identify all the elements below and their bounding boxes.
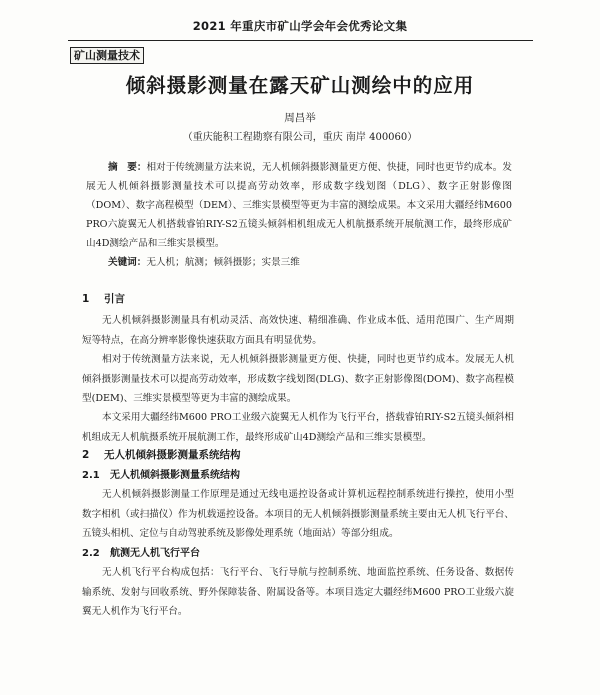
section-number: 1 bbox=[82, 293, 90, 305]
affiliation: （重庆能积工程勘察有限公司，重庆 南岸 400060） bbox=[182, 132, 418, 143]
paragraph: 本文采用大疆经纬M600 PRO工业级六旋翼无人机作为飞行平台，搭载睿铂RIY-S2五镜头倾斜相机组成无人机航摄系统开展航测工作，最终形成矿山4D测绘产品和三维实景模型。 bbox=[82, 412, 514, 443]
keywords-text: 无人机；航测；倾斜摄影；实景三维 bbox=[146, 257, 300, 268]
keywords bbox=[108, 253, 512, 272]
section-heading-2 bbox=[82, 447, 241, 462]
paragraph: 相对于传统测量方法来说，无人机倾斜摄影测量更方便、快捷，同时也更节约成本。发展无人机倾斜摄影测量技术可以提高劳动效率，形成数字线划图(DLG)、数字正射影像图(DOM)、数字高程模型(DEM)、三维实景模型等更为丰富的测绘成果。 bbox=[82, 354, 514, 404]
running-header: 2021 年重庆市矿山学会年会优秀论文集 bbox=[192, 19, 408, 33]
paragraph: 无人机倾斜摄影测量具有机动灵活、高效快速、精细准确、作业成本低、适用范围广、生产周期短等特点，在高分辨率影像快速获取方面具有明显优势。 bbox=[82, 315, 514, 346]
subsection-title: 无人机倾斜摄影测量系统结构 bbox=[110, 470, 240, 481]
subsection-heading-2-1 bbox=[82, 466, 240, 481]
section-tag: 矿山测量技术 bbox=[70, 47, 144, 64]
keywords-label: 关键词： bbox=[108, 257, 147, 268]
subsection-number: 2.1 bbox=[82, 470, 100, 481]
author: 周昌举 bbox=[284, 112, 316, 124]
section-number: 2 bbox=[82, 449, 90, 461]
subsection-title: 航测无人机飞行平台 bbox=[110, 548, 200, 559]
abstract-label: 摘 要： bbox=[108, 162, 147, 173]
section-title: 无人机倾斜摄影测量系统结构 bbox=[104, 449, 241, 461]
section-heading-1 bbox=[82, 291, 125, 306]
subsection-heading-2-2 bbox=[82, 544, 200, 559]
abstract-text: 相对于传统测量方法来说，无人机倾斜摄影测量更方便、快捷，同时也更节约成本。发展无人机倾斜摄影测量技术可以提高劳动效率，形成数字线划图（DLG）、数字正射影像图（DOM）、数字高程模型（DEM）、三维实景模型等更为丰富的测绘成果。本文采用大疆经纬M600 PRO六旋翼无人机搭载睿铂RIY-S2五镜头倾斜相机组成无人机航摄系统开展航测工作，最终形成矿山4D测绘产品和三维实景模型。 bbox=[86, 162, 513, 249]
subsection-number: 2.2 bbox=[82, 548, 100, 559]
header-rule bbox=[68, 40, 533, 41]
paragraph: 无人机倾斜摄影测量工作原理是通过无线电遥控设备或计算机远程控制系统进行操控，使用小型数字相机（或扫描仪）作为机载遥控设备。本项目的无人机倾斜摄影测量系统主要由无人机飞行平台、五镜头相机、定位与自动驾驶系统及影像处理系统（地面站）等部分组成。 bbox=[82, 489, 514, 539]
paper-title: 倾斜摄影测量在露天矿山测绘中的应用 bbox=[125, 74, 475, 97]
paragraph: 无人机飞行平台构成包括：飞行平台、飞行导航与控制系统、地面监控系统、任务设备、数据传输系统、发射与回收系统、野外保障装备、附属设备等。本项目选定大疆经纬M600 PRO工业级六旋翼无人机作为飞行平台。 bbox=[82, 567, 514, 617]
section-title: 引言 bbox=[104, 293, 125, 305]
abstract bbox=[86, 158, 512, 253]
